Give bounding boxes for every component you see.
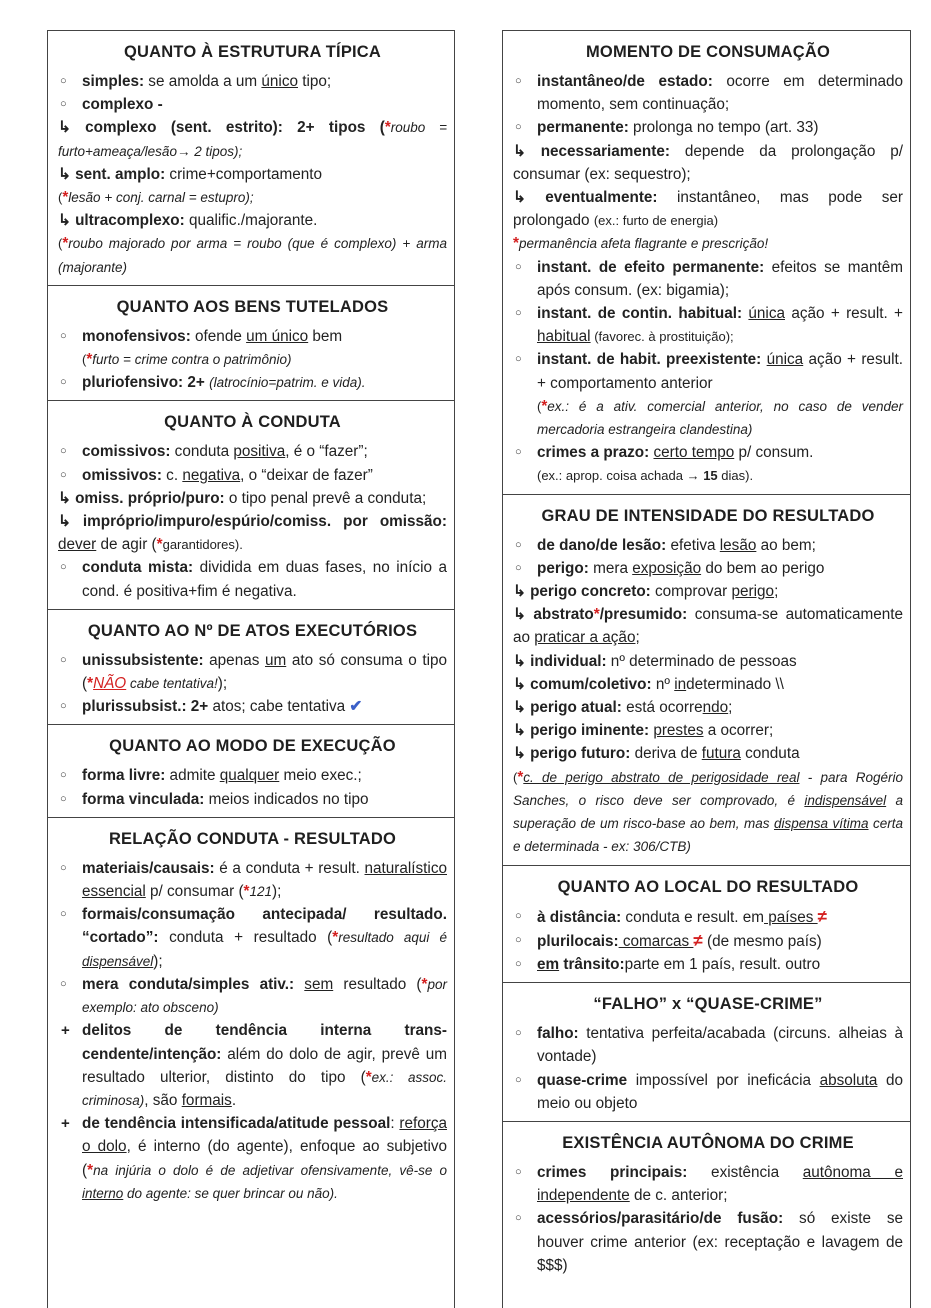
section-conduta xyxy=(48,401,454,609)
not-equal-icon: ≠ xyxy=(693,930,703,950)
item-simples: ○ simples: se amolda a um único tipo; xyxy=(58,70,447,93)
section-title: “FALHO” x “QUASE-CRIME” xyxy=(593,995,823,1014)
section-title: QUANTO AO Nº DE ATOS EXECUTÓRIOS xyxy=(87,621,418,640)
item-perigo-iminente: ↳ perigo iminente: prestes a ocorrer; xyxy=(513,722,774,740)
section-title: QUANTO AOS BENS TUTELADOS xyxy=(116,297,389,316)
item-pluriofensivo: ○ pluriofensivo: 2+ (latrocínio=patrim. e vida). xyxy=(58,371,447,394)
section-bens xyxy=(48,286,454,402)
item-formais: ○ formais/consumação antecipada/ resultado. “cortado”: conduta + resultado (*resultado aqui é dispensável); xyxy=(58,903,447,973)
item-eventualmente: ↳ eventualmente: instantâneo, mas pode ser prolongado (ex.: furto de energia) xyxy=(513,189,903,230)
section-title: QUANTO À ESTRUTURA TÍPICA xyxy=(123,43,382,61)
item-permanencia-note: *permanência afeta flagrante e prescrição! xyxy=(513,235,769,253)
section-title: QUANTO À CONDUTA xyxy=(164,413,341,432)
item-quase-crime: ○ quase-crime impossível por ineficácia absoluta do meio ou objeto xyxy=(513,1069,903,1115)
item-perigo: ○ perigo: mera exposição do bem ao perigo xyxy=(513,557,903,580)
section-relacao xyxy=(48,818,454,1211)
section-local xyxy=(503,866,910,984)
item-forma-livre: ○ forma livre: admite qualquer meio exec.; xyxy=(58,764,447,787)
item-complexo: ○ complexo - xyxy=(58,93,447,116)
item-perigo-abstrato: ↳ abstrato*/presumido: consuma-se automaticamente ao praticar a ação; xyxy=(513,606,903,647)
item-permanente: ○ permanente: prolonga no tempo (art. 33) xyxy=(513,116,903,139)
right-column xyxy=(502,30,911,1308)
item-forma-vinculada: ○ forma vinculada: meios indicados no tipo xyxy=(58,788,447,811)
section-grau xyxy=(503,495,910,866)
item-omiss-proprio: ↳ omiss. próprio/puro: o tipo penal prevê a conduta; xyxy=(58,489,427,507)
item-conduta-mista: ○ conduta mista: dividida em duas fases, no início a cond. é positiva+fim é negativa. xyxy=(58,556,447,602)
section-estrutura xyxy=(48,31,454,286)
item-ultracomplexo: ↳ ultracomplexo: qualific./majorante. (*roubo majorado por arma = roubo (que é complexo) + arma (majorante) xyxy=(58,212,447,275)
item-individual: ↳ individual: nº determinado de pessoas xyxy=(513,652,797,670)
item-monofensivos: ○ monofensivos: ofende um único bem (*furto = crime contra o patrimônio) xyxy=(58,325,447,371)
item-transito: ○ em trânsito:parte em 1 país, result. outro xyxy=(513,953,903,976)
section-title: MOMENTO DE CONSUMAÇÃO xyxy=(585,43,831,61)
item-instantaneo: ○ instantâneo/de estado: ocorre em determinado momento, sem continuação; xyxy=(513,70,903,116)
item-crimes-principais: ○ crimes principais: existência autônoma e independente de c. anterior; xyxy=(513,1161,903,1207)
section-title: GRAU DE INTENSIDADE DO RESULTADO xyxy=(541,506,875,525)
item-comum: ↳ comum/coletivo: nº indeterminado \\ xyxy=(513,675,784,693)
section-falho xyxy=(503,983,910,1122)
item-contin-habitual: ○ instant. de contin. habitual: única ação + result. + habitual (favorec. à prostituição); xyxy=(513,302,903,348)
check-icon: ✔ xyxy=(349,698,363,716)
item-dano: ○ de dano/de lesão: efetiva lesão ao bem; xyxy=(513,534,903,557)
item-comissivos: ○ comissivos: conduta positiva, é o “fazer”; xyxy=(58,440,447,463)
section-atos xyxy=(48,610,454,726)
section-title: QUANTO AO MODO DE EXECUÇÃO xyxy=(109,737,396,756)
item-acessorios: ○ acessórios/parasitário/de fusão: só existe se houver crime anterior (ex: receptação e lavagem de $$$) xyxy=(513,1207,903,1277)
section-autonoma xyxy=(503,1122,910,1283)
item-sent-estrito: ↳ complexo (sent. estrito): 2+ tipos (*roubo = furto+ameaça/lesão→ 2 tipos); xyxy=(58,119,447,159)
item-falho: ○ falho: tentativa perfeita/acabada (circuns. alheias à vontade) xyxy=(513,1022,903,1068)
item-perigo-concreto: ↳ perigo concreto: comprovar perigo; xyxy=(513,583,779,601)
item-habit-preexistente: ○ instant. de habit. preexistente: única ação + result. + comportamento anterior (*ex.: é a ativ. comercial anterior, no caso de vender mercadoria estrangeira clandestina) xyxy=(513,348,903,441)
item-unissubsistente: ○ unissubsistente: apenas um ato só consuma o tipo (*NÃO cabe tentativa!); xyxy=(58,649,447,695)
item-efeito-permanente: ○ instant. de efeito permanente: efeitos se mantêm após consum. (ex: bigamia); xyxy=(513,256,903,302)
not-equal-icon: ≠ xyxy=(817,906,827,926)
section-consumacao xyxy=(503,31,910,495)
item-distancia: ○ à distância: conduta e result. em países ≠ xyxy=(513,905,903,929)
item-mera-conduta: ○ mera conduta/simples ativ.: sem resultado (*por exemplo: ato obsceno) xyxy=(58,973,447,1019)
item-materiais: ○ materiais/causais: é a conduta + result. naturalístico essencial p/ consumar (*121); xyxy=(58,857,447,903)
item-omissivos: ○ omissivos: c. negativa, o “deixar de fazer” xyxy=(58,464,447,487)
left-column xyxy=(47,30,455,1308)
item-necessariamente: ↳ necessariamente: depende da prolongação p/ consumar (ex: sequestro); xyxy=(513,142,903,183)
item-perigo-atual: ↳ perigo atual: está ocorrendo; xyxy=(513,699,733,717)
item-plurilocais: ○ plurilocais: comarcas ≠ (de mesmo país) xyxy=(513,929,903,953)
item-tendencia-intensificada: + de tendência intensificada/atitude pessoal: reforça o dolo, é interno (do agente), enfoque ao subjetivo (*na injúria o dolo é de adjetivar ofensivamente, vê-se o interno do agente: se quer brincar ou não). xyxy=(58,1112,447,1205)
section-title: RELAÇÃO CONDUTA - RESULTADO xyxy=(108,829,397,848)
item-sent-amplo: ↳ sent. amplo: crime+comportamento (*lesão + conj. carnal = estupro); xyxy=(58,165,323,207)
section-modo xyxy=(48,725,454,817)
item-plurissubsistente: ○ plurissubsist.: 2+ atos; cabe tentativa ✔ xyxy=(58,695,447,718)
section-title: EXISTÊNCIA AUTÔNOMA DO CRIME xyxy=(562,1133,854,1152)
item-tendencia-transcendente: + delitos de tendência interna trans-cendente/intenção: além do dolo de agir, prevê um resultado ulterior, distinto do tipo (*ex.: assoc. criminosa), são formais. xyxy=(58,1019,447,1112)
item-crimes-a-prazo: ○ crimes a prazo: certo tempo p/ consum. (ex.: aprop. coisa achada → 15 dias). xyxy=(513,441,903,487)
item-perigo-futuro: ↳ perigo futuro: deriva de futura conduta (*c. de perigo abstrato de perigosidade real - para Rogério Sanches, o risco deve ser comprovado, é indispensável a superação de um risco-base ao bem, mas dispensa vítima certa e determinada - ex: 306/CTB) xyxy=(513,745,904,855)
item-omiss-improprio: ↳ impróprio/impuro/espúrio/comiss. por omissão: dever de agir (*garantidores). xyxy=(58,513,447,554)
section-title: QUANTO AO LOCAL DO RESULTADO xyxy=(557,877,859,896)
